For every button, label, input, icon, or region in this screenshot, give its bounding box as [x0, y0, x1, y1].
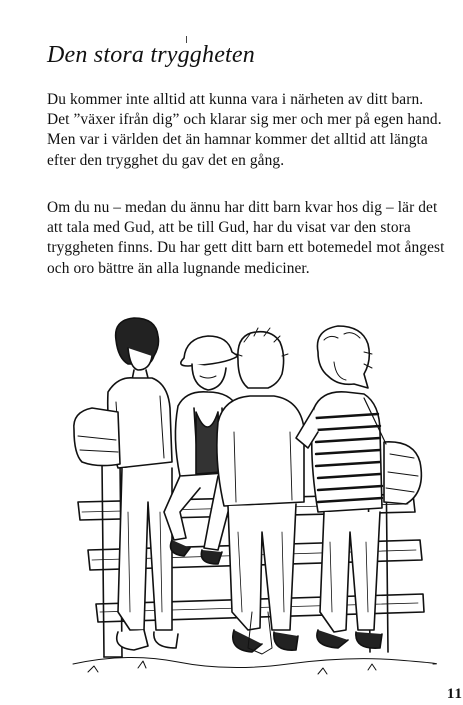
page-title: Den stora tryggheten — [47, 42, 255, 68]
children-at-fence-illustration — [68, 312, 438, 682]
paragraph-1: Du kommer inte alltid att kunna vara i närheten av ditt barn. Det ”växer ifrån dig” och klarar sig mer och mer på egen hand. Men var i världen det än hamnar kommer det alltid att längta efter den trygghet du gav det en gång. — [47, 91, 442, 169]
ground — [73, 657, 436, 674]
child-left — [74, 318, 178, 650]
page-number: 11 — [446, 686, 463, 702]
paragraph-2: Om du nu – medan du ännu har ditt barn kvar hos dig – lär det att tala med Gud, att be till Gud, har du visat var den stora tryggheten finns. Du har gett ditt barn ett botemedel mot ångest och oro bättre än alla lugnande mediciner. — [47, 199, 445, 277]
